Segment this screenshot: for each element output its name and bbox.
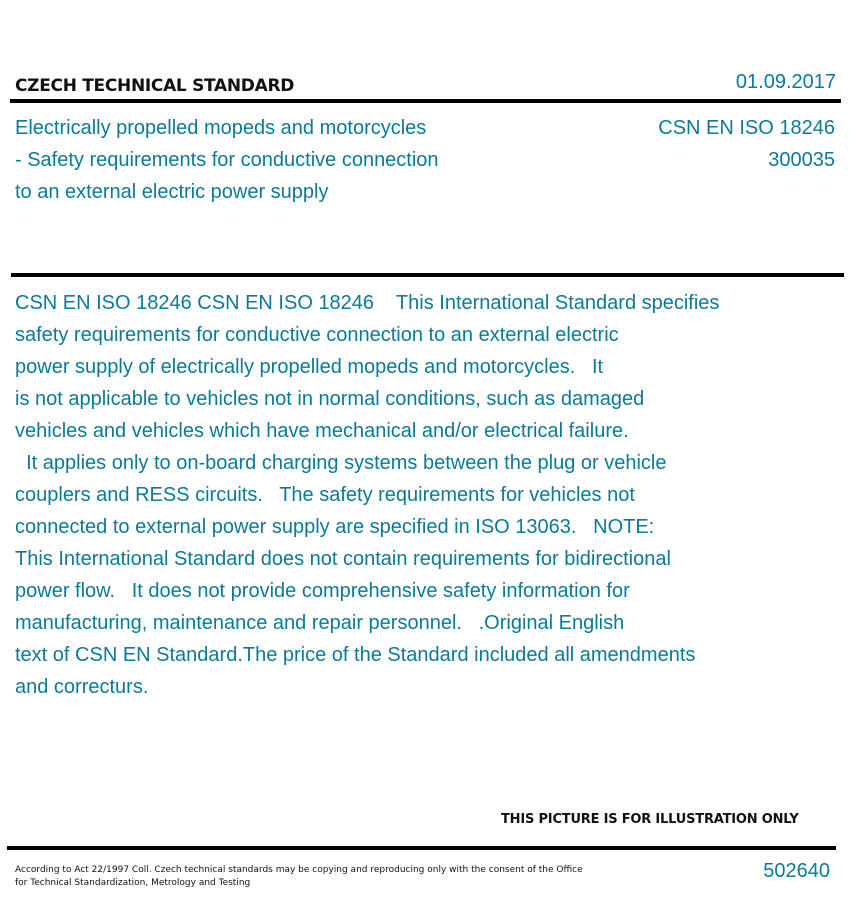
title-line-1: Electrically propelled mopeds and motorcycles — [15, 117, 427, 139]
abstract-line: is not applicable to vehicles not in normal conditions, such as damaged — [15, 388, 645, 410]
header-divider — [10, 99, 841, 103]
standard-type-heading: CZECH TECHNICAL STANDARD — [15, 76, 295, 96]
footer-divider — [7, 846, 836, 850]
publication-date: 01.09.2017 — [735, 71, 836, 93]
catalog-number: 300035 — [768, 149, 835, 171]
illustration-notice: THIS PICTURE IS FOR ILLUSTRATION ONLY — [501, 812, 799, 827]
abstract-line: power flow. It does not provide comprehensive safety information for — [15, 580, 630, 602]
legal-notice-line: for Technical Standardization, Metrology and Testing — [15, 878, 251, 888]
title-line-3: to an external electric power supply — [15, 181, 329, 203]
abstract-line: and correcturs. — [15, 676, 149, 698]
legal-notice — [15, 864, 583, 890]
abstract-line: vehicles and vehicles which have mechanical and/or electrical failure. — [15, 420, 629, 442]
abstract-line: CSN EN ISO 18246 CSN EN ISO 18246 This International Standard specifies — [15, 292, 720, 314]
title-line-2: - Safety requirements for conductive connection — [15, 149, 439, 171]
legal-notice-line: According to Act 22/1997 Coll. Czech technical standards may be copying and reproducing only with the consent of the Office — [15, 865, 583, 875]
abstract-line: This International Standard does not contain requirements for bidirectional — [15, 548, 671, 570]
standard-code: CSN EN ISO 18246 — [658, 117, 835, 139]
abstract-line: It applies only to on-board charging systems between the plug or vehicle — [15, 452, 667, 474]
abstract-line: connected to external power supply are specified in ISO 13063. NOTE: — [15, 516, 655, 538]
abstract-line: text of CSN EN Standard.The price of the Standard included all amendments — [15, 644, 696, 666]
title-divider — [11, 273, 844, 277]
document-id: 502640 — [763, 860, 830, 882]
abstract-line: safety requirements for conductive connection to an external electric — [15, 324, 619, 346]
abstract-line: power supply of electrically propelled mopeds and motorcycles. It — [15, 356, 604, 378]
abstract-line: couplers and RESS circuits. The safety requirements for vehicles not — [15, 484, 635, 506]
abstract-line: manufacturing, maintenance and repair personnel. .Original English — [15, 612, 625, 634]
abstract-text — [15, 287, 815, 703]
